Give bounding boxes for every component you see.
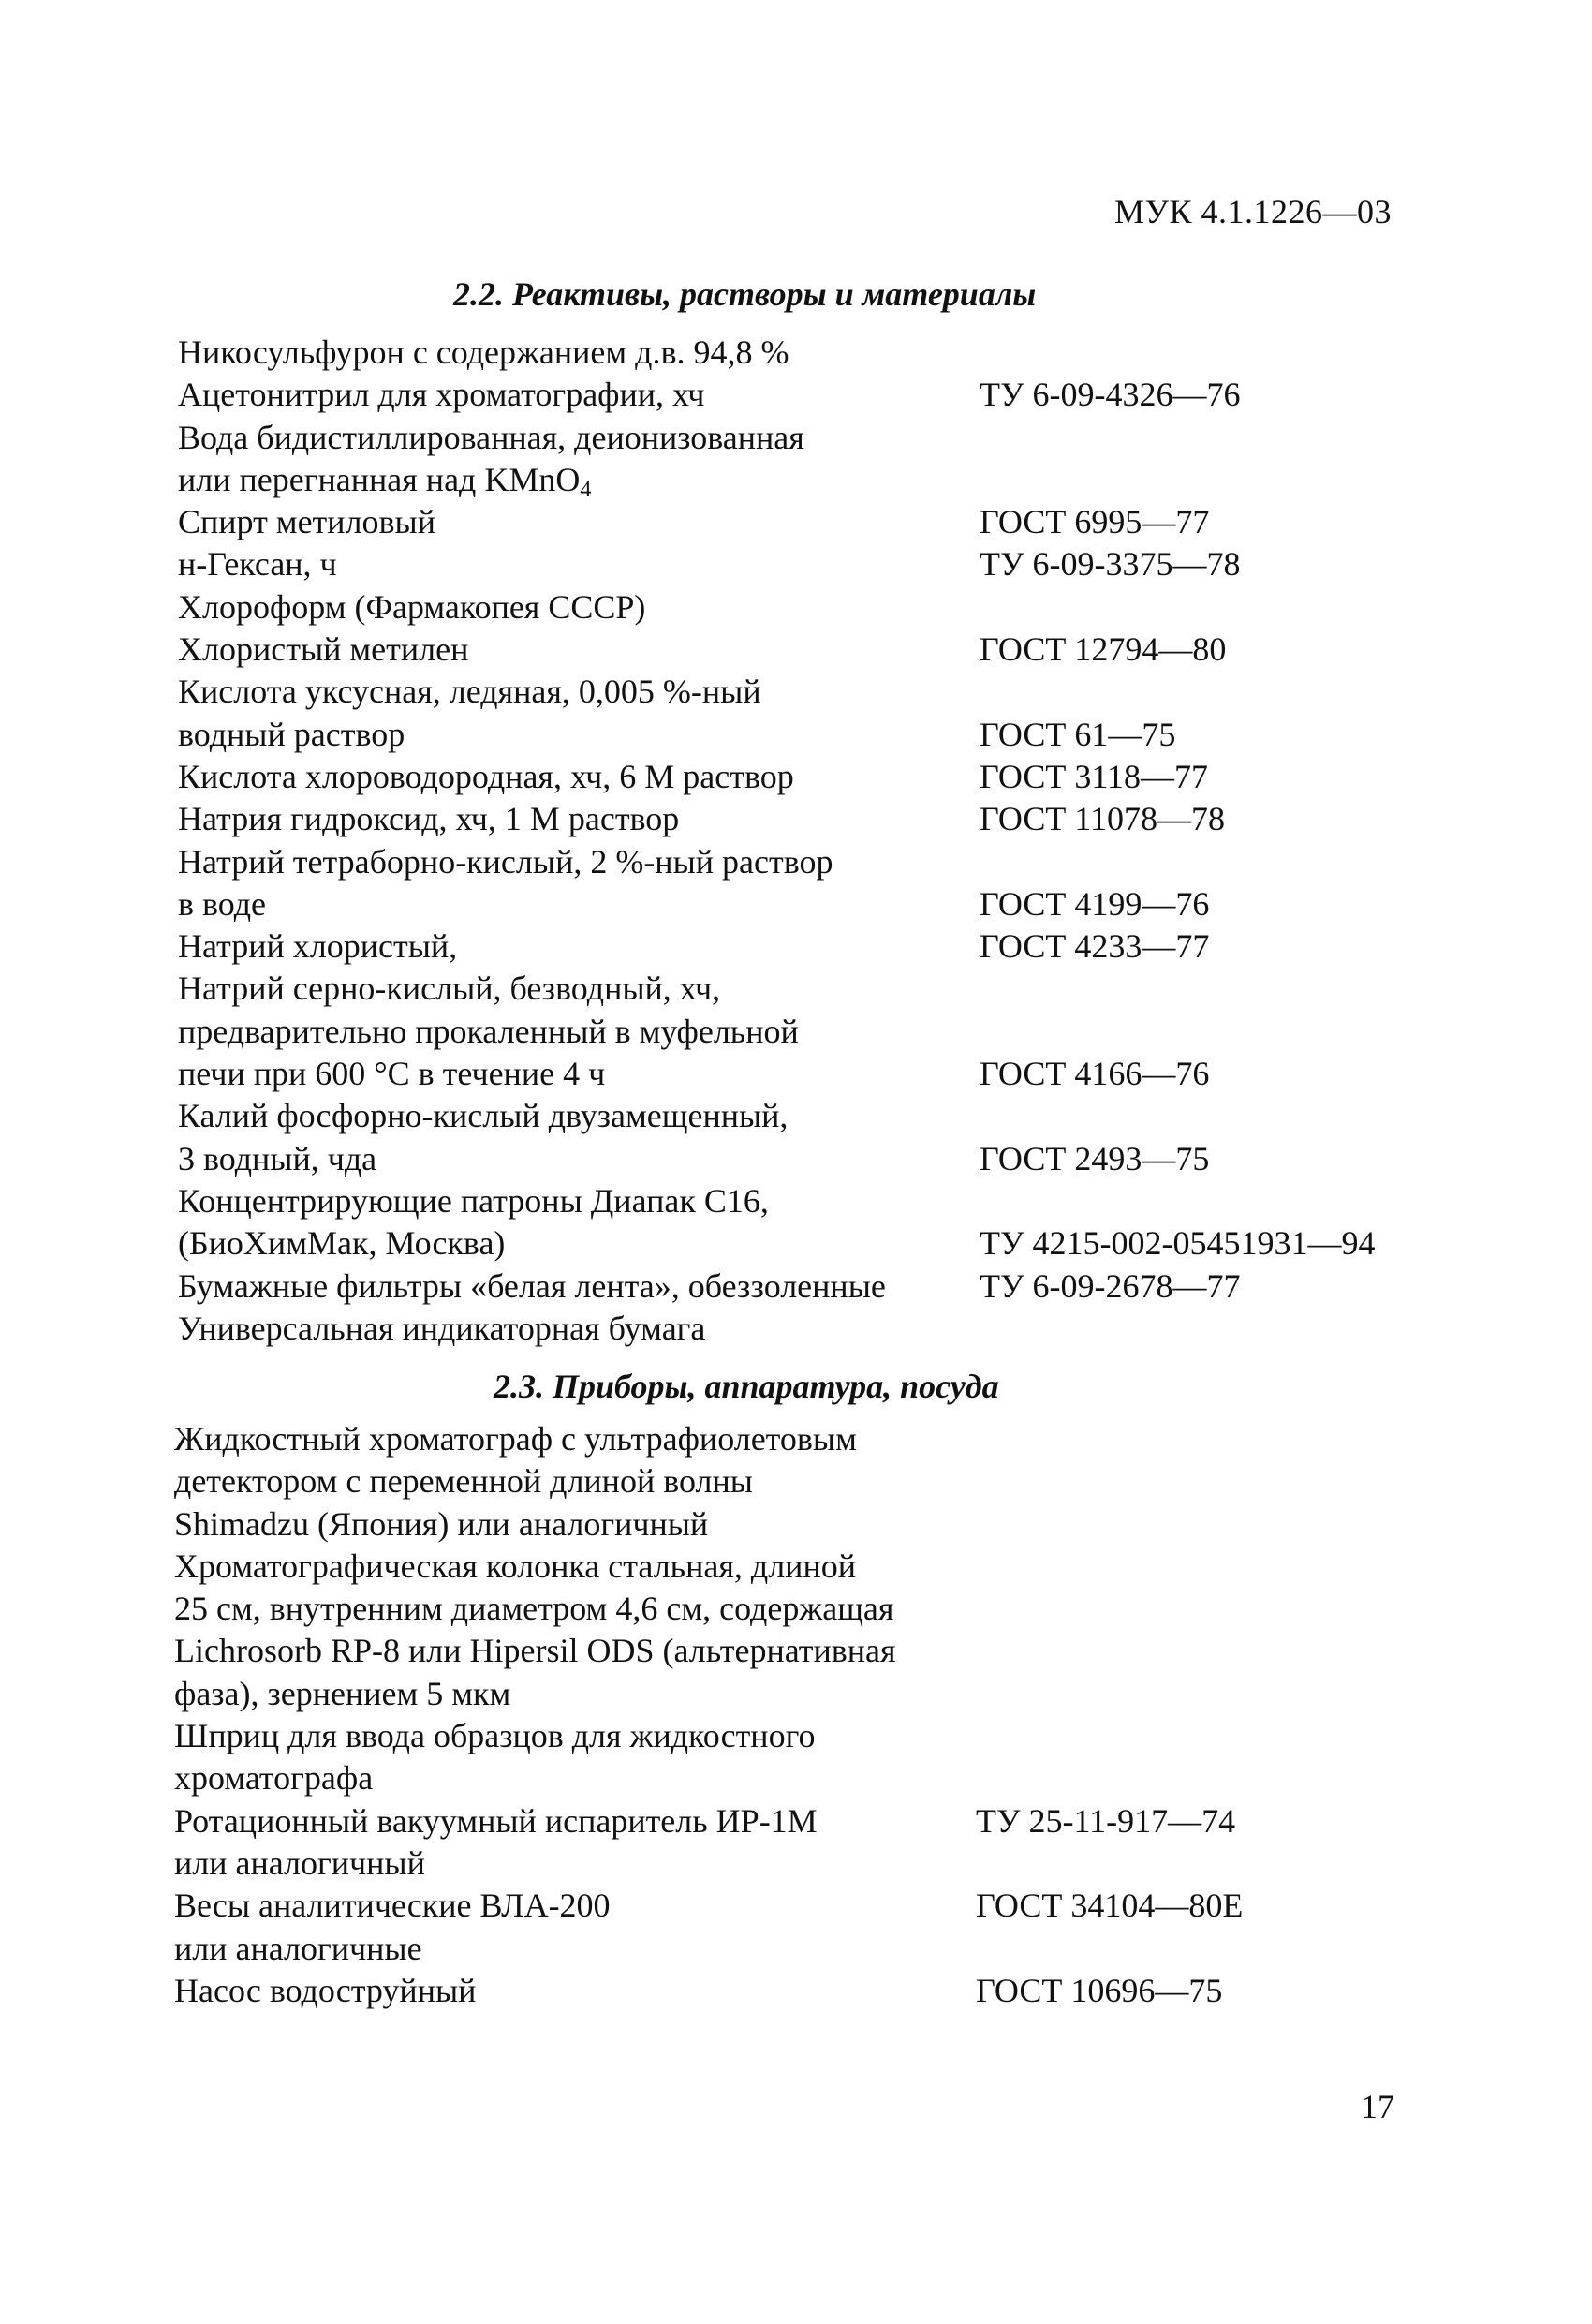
item-name — [178, 1053, 605, 1095]
item-name — [174, 1800, 818, 1843]
list-item — [178, 714, 1470, 756]
item-name-text: Ацетонитрил для хроматографии, хч — [178, 376, 705, 414]
list-item — [178, 1053, 1470, 1095]
item-name-text: Бумажные фильтры «белая лента», обеззоленные — [178, 1266, 886, 1305]
item-standard: ГОСТ 34104—80Е — [976, 1887, 1244, 1925]
item-name — [174, 1970, 476, 2012]
item-name — [174, 1630, 896, 1672]
item-name-text: 3 водный, чда — [178, 1139, 377, 1177]
list-item — [174, 1715, 1467, 1757]
item-standard: ГОСТ 2493—75 — [980, 1139, 1210, 1177]
item-standard: ТУ 6-09-2678—77 — [980, 1266, 1241, 1305]
list-item — [174, 1630, 1467, 1672]
item-standard: ТУ 4215-002-05451931—94 — [980, 1224, 1376, 1263]
item-standard: ГОСТ 3118—77 — [980, 757, 1209, 795]
item-name-text: Ротационный вакуумный испаритель ИР-1М — [174, 1801, 818, 1840]
list-item — [178, 883, 1470, 925]
item-name-text: печи при 600 °С в течение 4 ч — [178, 1055, 606, 1093]
item-standard: ГОСТ 12794—80 — [980, 630, 1227, 669]
item-name-text: н-Гексан, ч — [178, 545, 337, 584]
item-name — [178, 501, 435, 543]
item-standard: ГОСТ 61—75 — [980, 715, 1176, 753]
list-item — [174, 1503, 1467, 1546]
item-name-text: Shimadzu (Япония) или аналогичный — [174, 1504, 709, 1543]
item-name — [178, 714, 405, 756]
item-standard: ТУ 25-11-917—74 — [976, 1801, 1236, 1840]
item-name-text: Универсальная индикаторная бумага — [178, 1309, 706, 1347]
item-name-text: хроматографа — [174, 1759, 374, 1798]
list-item — [178, 1180, 1470, 1222]
item-name-text: (БиоХимМак, Москва) — [178, 1224, 506, 1263]
item-name-text: детектором с переменной длиной волны — [174, 1462, 753, 1501]
item-name — [174, 1588, 893, 1630]
list-item — [178, 968, 1470, 1010]
item-standard: ТУ 6-09-3375—78 — [980, 545, 1241, 584]
equipment-list — [174, 1418, 1467, 2012]
item-name-text: 25 см, внутренним диаметром 4,6 см, содержащая — [174, 1590, 894, 1628]
list-item — [178, 586, 1470, 629]
list-item — [178, 374, 1470, 416]
list-item — [174, 1843, 1467, 1885]
item-name-text: Спирт метиловый — [178, 503, 435, 541]
list-item — [174, 1418, 1467, 1460]
list-item — [178, 543, 1470, 585]
list-item — [174, 1970, 1467, 2012]
item-name-text: Вода бидистиллированная, деионизованная — [178, 418, 804, 456]
item-name-text: Шприц для ввода образцов для жидкостного — [174, 1717, 816, 1755]
item-name-text: Натрия гидроксид, хч, 1 М раствор — [178, 800, 680, 838]
item-name — [178, 1222, 505, 1265]
list-item — [174, 1546, 1467, 1588]
list-item — [178, 1138, 1470, 1180]
list-item — [178, 756, 1470, 798]
list-item — [178, 925, 1470, 968]
item-standard: ГОСТ 4199—76 — [980, 884, 1210, 923]
item-name — [178, 459, 591, 501]
item-name — [174, 1885, 611, 1927]
item-name-text: Калий фосфорно-кислый двузамещенный, — [178, 1097, 789, 1135]
item-name-text: Кислота хлороводородная, хч, 6 М раствор — [178, 757, 794, 795]
section-title-equipment: 2.3. Приборы, аппаратура, посуда — [494, 1368, 999, 1405]
item-name-text: Концентрирующие патроны Диапак С16, — [178, 1181, 769, 1220]
list-item — [178, 1011, 1470, 1053]
list-item — [178, 841, 1470, 883]
document-code: МУК 4.1.1226—03 — [1114, 193, 1393, 230]
item-name-text: или аналогичные — [174, 1929, 422, 1967]
item-name — [174, 1503, 708, 1546]
item-name — [178, 1138, 376, 1180]
item-name — [178, 883, 266, 925]
item-name — [178, 374, 704, 416]
item-name — [174, 1418, 857, 1460]
list-item — [174, 1885, 1467, 1927]
item-name — [174, 1757, 373, 1799]
list-item — [178, 1266, 1470, 1308]
item-name — [178, 925, 457, 968]
list-item — [178, 1308, 1470, 1350]
item-name — [178, 671, 761, 713]
item-name — [178, 1095, 788, 1137]
item-name — [178, 1308, 705, 1350]
item-name-text: Весы аналитические ВЛА-200 — [174, 1887, 611, 1925]
item-name — [178, 968, 720, 1010]
item-name-text: Никосульфурон с содержанием д.в. 94,8 % — [178, 333, 789, 371]
item-standard: ТУ 6-09-4326—76 — [980, 376, 1241, 414]
item-name-text: Жидкостный хроматограф с ультрафиолетовым — [174, 1420, 857, 1458]
item-name-text: в воде — [178, 884, 267, 923]
item-name — [174, 1715, 815, 1757]
item-standard: ГОСТ 4166—76 — [980, 1055, 1210, 1093]
item-standard: ГОСТ 4233—77 — [980, 927, 1210, 966]
item-name-subscript: 4 — [580, 477, 592, 502]
item-name — [174, 1673, 510, 1715]
item-name-text: Натрий хлористый, — [178, 927, 458, 966]
item-name — [178, 332, 789, 374]
item-name-text: водный раствор — [178, 715, 405, 753]
item-standard: ГОСТ 11078—78 — [980, 800, 1226, 838]
list-item — [178, 332, 1470, 374]
list-item — [174, 1800, 1467, 1843]
item-name — [178, 586, 645, 629]
section-title-reagents: 2.2. Реактивы, растворы и материалы — [453, 275, 1037, 313]
item-name-text: Натрий серно-кислый, безводный, хч, — [178, 970, 721, 1008]
list-item — [178, 1222, 1470, 1265]
item-name-text: Насос водоструйный — [174, 1971, 477, 2009]
item-name — [178, 1266, 886, 1308]
item-name-text: фаза), зернением 5 мкм — [174, 1674, 511, 1712]
list-item — [178, 798, 1470, 840]
item-name — [178, 841, 833, 883]
list-item — [174, 1673, 1467, 1715]
item-name-text: Хроматографическая колонка стальная, длиной — [174, 1547, 856, 1585]
list-item — [178, 1095, 1470, 1137]
item-name — [178, 798, 679, 840]
list-item — [174, 1757, 1467, 1799]
item-name-text: предварительно прокаленный в муфельной — [178, 1012, 799, 1050]
list-item — [174, 1928, 1467, 1970]
list-item — [178, 459, 1470, 501]
page-number: 17 — [1361, 2088, 1394, 2125]
item-name-text: или перегнанная над KMnO — [178, 460, 581, 498]
item-name-text: или аналогичный — [174, 1843, 425, 1882]
reagents-list — [178, 332, 1470, 1350]
item-name — [178, 756, 794, 798]
item-name — [174, 1928, 422, 1970]
list-item — [178, 671, 1470, 713]
item-name — [174, 1546, 856, 1588]
item-name — [174, 1460, 753, 1502]
item-name — [178, 417, 804, 459]
list-item — [178, 501, 1470, 543]
list-item — [174, 1460, 1467, 1502]
list-item — [178, 417, 1470, 459]
item-name-text: Кислота уксусная, ледяная, 0,005 %-ный — [178, 673, 761, 711]
item-name-text: Натрий тетраборно-кислый, 2 %-ный раствор — [178, 842, 833, 881]
item-name — [174, 1843, 425, 1885]
item-standard: ГОСТ 10696—75 — [976, 1971, 1223, 2009]
item-standard: ГОСТ 6995—77 — [980, 503, 1210, 541]
item-name-text: Хлороформ (Фармакопея СССР) — [178, 587, 646, 626]
item-name — [178, 543, 337, 585]
list-item — [174, 1588, 1467, 1630]
list-item — [178, 629, 1470, 671]
item-name — [178, 1180, 769, 1222]
item-name — [178, 629, 468, 671]
item-name — [178, 1011, 799, 1053]
item-name-text: Lichrosorb RP-8 или Hipersil ODS (альтернативная — [174, 1632, 896, 1670]
item-name-text: Хлористый метилен — [178, 630, 469, 669]
